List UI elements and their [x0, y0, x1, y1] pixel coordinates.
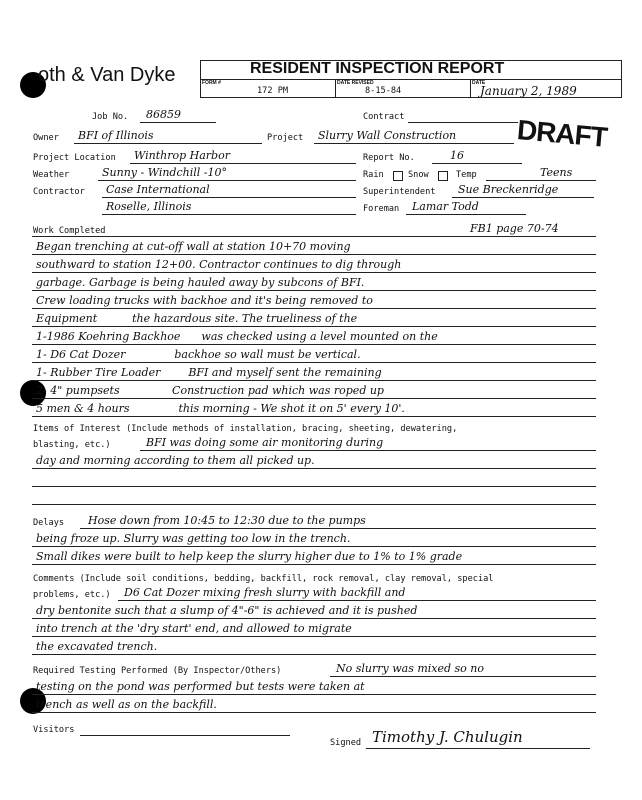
comments-line: dry bentonite such that a slump of 4"-6" is achieved and it is pushed: [36, 604, 418, 617]
work-line: Crew loading trucks with backhoe and it's being removed to: [36, 294, 373, 307]
signature: Timothy J. Chulugin: [372, 728, 523, 746]
superintendent-label: Superintendent: [363, 187, 436, 197]
comments-line: into trench at the 'dry start' end, and allowed to migrate: [36, 622, 352, 635]
report-no-label: Report No.: [363, 153, 415, 163]
rain-label: Rain: [363, 170, 384, 180]
work-line: 2- 4" pumpsets Construction pad which was roped up: [36, 384, 384, 397]
testing-line: No slurry was mixed so no: [336, 662, 485, 675]
temp-label: Temp: [456, 170, 477, 180]
temp-value: Teens: [540, 166, 573, 179]
comments-line: the excavated trench.: [36, 640, 158, 653]
work-line: 1- Rubber Tire Loader BFI and myself sent the remaining: [36, 366, 382, 379]
work-line: Equipment the hazardous site. The trueliness of the: [36, 312, 358, 325]
location-value: Winthrop Harbor: [134, 149, 230, 162]
superintendent-value: Sue Breckenridge: [458, 183, 559, 196]
signed-label: Signed: [330, 738, 362, 748]
form-value: 172 PM: [257, 86, 289, 96]
date-revised-value: 8-15-84: [365, 86, 402, 96]
snow-label: Snow: [408, 170, 429, 180]
testing-line: testing on the pond was performed but tests were taken at: [36, 680, 365, 693]
date-revised-label: DATE REVISED: [337, 80, 374, 86]
project-label: Project: [267, 133, 304, 143]
company-name: oth & Van Dyke: [38, 64, 176, 86]
weather-value: Sunny - Windchill -10°: [102, 166, 227, 179]
rain-checkbox[interactable]: [393, 171, 403, 181]
delays-line: being froze up. Slurry was getting too low in the trench.: [36, 532, 351, 545]
work-line: 1-1986 Koehring Backhoe was checked using a level mounted on the: [36, 330, 438, 343]
draft-stamp: DRAFT: [515, 114, 609, 153]
testing-line: trench as well as on the backfill.: [36, 698, 217, 711]
work-completed-ref: FB1 page 70-74: [470, 222, 559, 235]
delays-label: Delays: [33, 518, 65, 528]
work-line: garbage. Garbage is being hauled away by subcons of BFI.: [36, 276, 365, 289]
owner-value: BFI of Illinois: [78, 129, 154, 142]
foreman-value: Lamar Todd: [412, 200, 479, 213]
job-no-value: 86859: [146, 108, 181, 121]
contract-label: Contract: [363, 112, 405, 122]
comments-label: Comments (Include soil conditions, bedding, backfill, rock removal, clay removal, special: [33, 574, 494, 584]
weather-label: Weather: [33, 170, 70, 180]
work-completed-label: Work Completed: [33, 226, 106, 236]
foreman-label: Foreman: [363, 204, 400, 214]
work-line: 1- D6 Cat Dozer backhoe so wall must be vertical.: [36, 348, 361, 361]
report-title: RESIDENT INSPECTION REPORT: [250, 60, 505, 77]
snow-checkbox[interactable]: [438, 171, 448, 181]
contractor-value-1: Case International: [106, 183, 210, 196]
delays-line: Small dikes were built to help keep the slurry higher due to 1% to 1% grade: [36, 550, 463, 563]
report-no-value: 16: [450, 149, 464, 162]
items-of-interest-label: Items of Interest (Include methods of installation, bracing, sheeting, dewatering,: [33, 424, 458, 434]
items-line: BFI was doing some air monitoring during: [146, 436, 384, 449]
contractor-value-2: Roselle, Illinois: [106, 200, 192, 213]
delays-line: Hose down from 10:45 to 12:30 due to the pumps: [88, 514, 366, 527]
work-line: southward to station 12+00. Contractor continues to dig through: [36, 258, 402, 271]
date-value: January 2, 1989: [480, 84, 577, 98]
date-label: DATE: [472, 80, 486, 86]
visitors-label: Visitors: [33, 725, 75, 735]
comments-label-2: problems, etc.): [33, 590, 111, 600]
comments-line: D6 Cat Dozer mixing fresh slurry with backfill and: [124, 586, 406, 599]
items-of-interest-label-2: blasting, etc.): [33, 440, 111, 450]
work-line: 5 men & 4 hours this morning - We shot it on 5' every 10'.: [36, 402, 405, 415]
job-no-label: Job No.: [92, 112, 129, 122]
work-line: Began trenching at cut-off wall at station 10+70 moving: [36, 240, 351, 253]
testing-label: Required Testing Performed (By Inspector/Others): [33, 666, 282, 676]
location-label: Project Location: [33, 153, 116, 163]
contractor-label: Contractor: [33, 187, 85, 197]
project-value: Slurry Wall Construction: [318, 129, 457, 142]
form-label: FORM #: [202, 80, 221, 86]
owner-label: Owner: [33, 133, 59, 143]
items-line: day and morning according to them all picked up.: [36, 454, 315, 467]
